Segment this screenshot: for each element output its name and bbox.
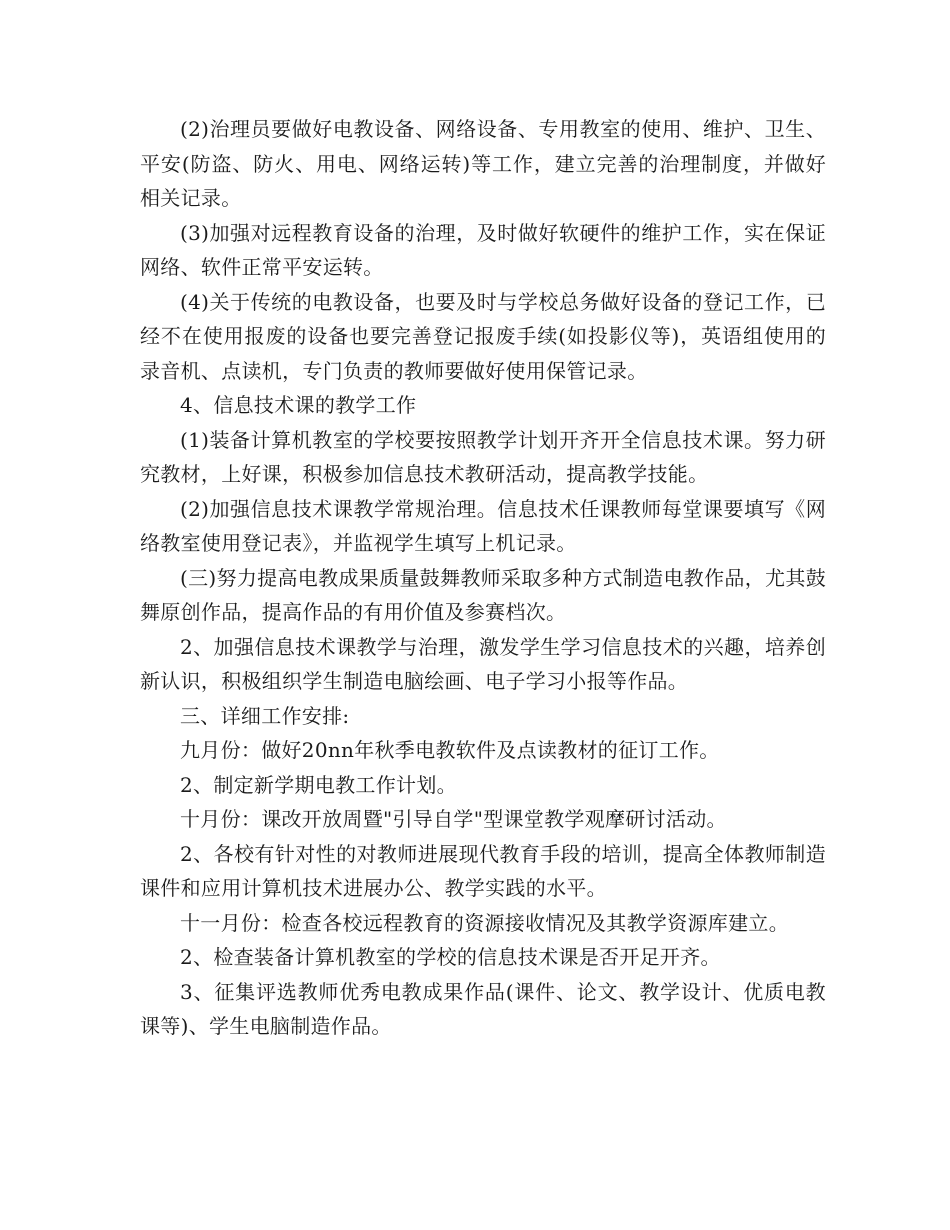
paragraph-13: 2、各校有针对性的对教师进展现代教育手段的培训，提高全体教师制造课件和应用计算机技术进展办公、教学实践的水平。: [140, 841, 826, 900]
paragraph-4-heading: 4、信息技术课的教学工作: [180, 393, 417, 417]
paragraph-14: 十一月份：检查各校远程教育的资源接收情况及其教学资源库建立。: [180, 910, 789, 935]
paragraph-2: (3)加强对远程教育设备的治理，及时做好软硬件的维护工作，实在保证网络、软件正常平安运转。: [140, 220, 826, 279]
paragraph-10: 九月份：做好20nn年秋季电教软件及点读教材的征订工作。: [180, 738, 720, 762]
paragraph-12: 十月份：课改开放周暨"引导自学"型课堂教学观摩研讨活动。: [180, 807, 727, 831]
paragraph-8: 2、加强信息技术课教学与治理，激发学生学习信息技术的兴趣，培养创新认识，积极组织学生制造电脑绘画、电子学习小报等作品。: [140, 634, 826, 693]
paragraph-16: 3、征集评选教师优秀电教成果作品(课件、论文、教学设计、优质电教课等)、学生电脑制造作品。: [140, 979, 826, 1038]
paragraph-5: (1)装备计算机教室的学校要按照教学计划开齐开全信息技术课。努力研究教材，上好课，积极参加信息技术教研活动，提高教学技能。: [140, 427, 826, 486]
paragraph-6: (2)加强信息技术课教学常规治理。信息技术任课教师每堂课要填写《网络教室使用登记表》，并监视学生填写上机记录。: [140, 496, 826, 555]
paragraph-15: 2、检查装备计算机教室的学校的信息技术课是否开足开齐。: [180, 945, 721, 969]
paragraph-11: 2、制定新学期电教工作计划。: [180, 772, 457, 797]
paragraph-3: (4)关于传统的电教设备，也要及时与学校总务做好设备的登记工作，已经不在使用报废的设备也要完善登记报废手续(如投影仪等)，英语组使用的录音机、点读机，专门负责的教师要做好使用保管记录。: [140, 289, 826, 383]
paragraph-1: (2)治理员要做好电教设备、网络设备、专用教室的使用、维护、卫生、平安(防盗、防火、用电、网络运转)等工作，建立完善的治理制度，并做好相关记录。: [140, 117, 826, 210]
paragraph-7: (三)努力提高电教成果质量鼓舞教师采取多种方式制造电教作品，尤其鼓舞原创作品，提高作品的有用价值及参赛档次。: [140, 565, 826, 624]
paragraph-9-heading: 三、详细工作安排:: [180, 703, 350, 728]
document-body: [140, 112, 826, 1044]
